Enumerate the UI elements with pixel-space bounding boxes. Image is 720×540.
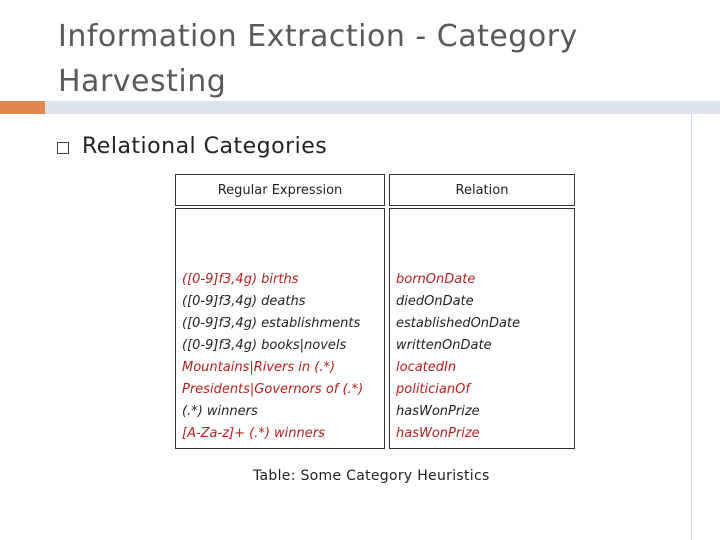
hollow-square-bullet-icon	[57, 142, 69, 154]
title-bar	[45, 101, 720, 114]
regex-item: ([0-9]f3,4g) deaths	[182, 294, 306, 309]
regex-item: [A-Za-z]+ (.*) winners	[182, 426, 325, 441]
bullet-text: Relational Categories	[82, 134, 328, 159]
regex-item: ([0-9]f3,4g) establishments	[182, 316, 361, 331]
regex-item: ([0-9]f3,4g) births	[182, 272, 299, 287]
right-divider	[691, 114, 692, 540]
relation-item: bornOnDate	[396, 272, 476, 287]
header-relation: Relation	[455, 183, 509, 198]
relation-item: locatedIn	[396, 360, 457, 375]
table-header-cell	[389, 174, 575, 206]
table-body-cell-regex	[175, 208, 385, 449]
relation-item: politicianOf	[396, 382, 470, 397]
relation-item: diedOnDate	[396, 294, 474, 309]
table-caption: Table: Some Category Heuristics	[253, 468, 490, 484]
regex-item: ([0-9]f3,4g) books|novels	[182, 338, 347, 353]
table-header-cell	[175, 174, 385, 206]
regex-list	[182, 269, 363, 445]
relation-item: hasWonPrize	[396, 426, 480, 441]
relation-list	[396, 269, 520, 445]
relation-item: establishedOnDate	[396, 316, 521, 331]
header-regular-expression: Regular Expression	[217, 183, 343, 198]
relation-item: writtenOnDate	[396, 338, 492, 353]
relation-item: hasWonPrize	[396, 404, 480, 419]
slide-title: Information Extraction - Category Harvesting	[58, 19, 578, 99]
regex-item: (.*) winners	[182, 404, 258, 419]
table-body-cell-relation	[389, 208, 575, 449]
regex-item: Presidents|Governors of (.*)	[182, 382, 364, 397]
regex-item: Mountains|Rivers in (.*)	[182, 360, 336, 375]
heuristics-table	[175, 174, 575, 449]
title-bar-accent	[0, 101, 45, 114]
